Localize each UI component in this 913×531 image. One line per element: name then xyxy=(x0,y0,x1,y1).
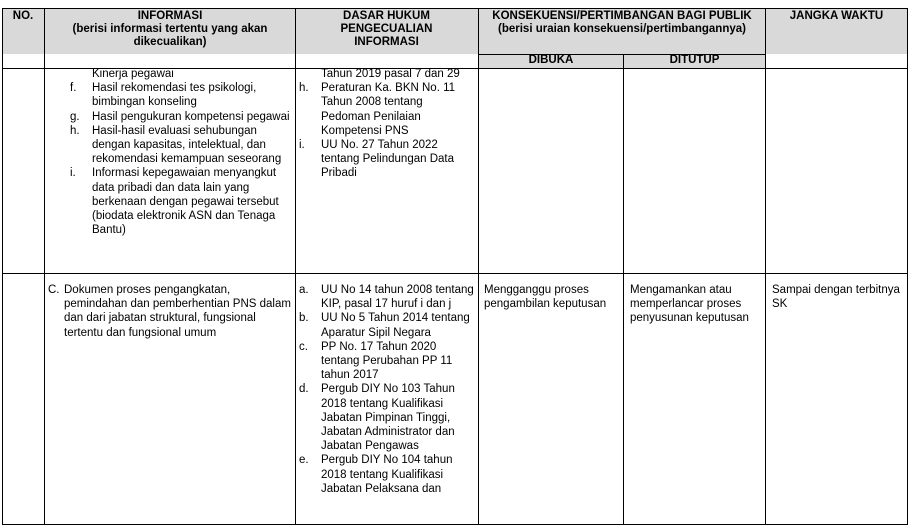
col-border-6 xyxy=(907,8,908,525)
row-divider xyxy=(2,273,908,274)
row1-dasar-item-h: h. Peraturan Ka. BKN No. 11 Tahun 2008 tentang Pedoman Penilaian Kompetensi PNS xyxy=(299,82,456,137)
col-border-2 xyxy=(295,8,296,525)
row1-dasar-item-i: i. UU No. 27 Tahun 2022 tentang Pelindungan Data Pribadi xyxy=(299,139,454,180)
row2-dasar-item-a: a. UU No 14 tahun 2008 tentang KIP, pasal 17 huruf i dan j xyxy=(299,284,474,311)
row2-ditutup: Mengamankan atau memperlancar proses penyusunan keputusan xyxy=(630,284,749,325)
header-informasi-title: INFORMASI xyxy=(137,10,203,22)
row2-dasar-item-e: e. Pergub DIY No 104 tahun 2018 tentang Kualifikasi Jabatan Pelaksana dan xyxy=(299,454,453,495)
header-ditutup: DITUTUP xyxy=(669,54,720,66)
row1-info-item-i: i. Informasi kepegawaian menyangkut data pribadi dan data lain yang berkenaan dengan pegawai tersebut (biodata elektronik ASN dan Tenaga Bantu) xyxy=(70,167,279,237)
header-konsekuensi-sub: (berisi uraian konsekuensi/pertimbangannya) xyxy=(498,23,746,35)
header-dasar-hukum: DASAR HUKUM PENGECUALIAN INFORMASI xyxy=(340,10,433,48)
row2-jangka-waktu: Sampai dengan terbitnya SK xyxy=(772,284,900,311)
col-border-0 xyxy=(2,8,3,525)
header-konsekuensi-title: KONSEKUENSI/PERTIMBANGAN BAGI PUBLIK xyxy=(492,10,752,22)
col-border-5 xyxy=(765,8,766,525)
row2-dasar-item-d: d. Pergub DIY No 103 Tahun 2018 tentang Kualifikasi Jabatan Pimpinan Tinggi, Jabatan Administrator dan Jabatan Pengawas xyxy=(299,383,455,453)
row1-info-item-f: f. Hasil rekomendasi tes psikologi, bimbingan konseling xyxy=(70,82,257,109)
row2-dasar-item-b: b. UU No 5 Tahun 2014 tentang Aparatur Sipil Negara xyxy=(299,312,470,339)
row2-informasi xyxy=(48,283,293,340)
row1-info-item-g: g. Hasil pengukuran kompetensi pegawai xyxy=(70,110,290,123)
header-dibuka: DIBUKA xyxy=(528,54,574,66)
table-bottom-border xyxy=(2,524,908,525)
row2-dasar-item-c: c. PP No. 17 Tahun 2020 tentang Perubahan PP 11 tahun 2017 xyxy=(299,340,453,382)
row1-dasar-item-cont: Tahun 2019 pasal 7 dan 29 xyxy=(321,68,460,80)
header-jangka-waktu: JANGKA WAKTU xyxy=(789,10,884,22)
header-informasi-sub: (berisi informasi tertentu yang akan dikecualikan) xyxy=(72,23,268,48)
header-konsekuensi xyxy=(480,10,764,36)
row1-informasi xyxy=(70,67,292,237)
row2-dasar-hukum xyxy=(299,283,475,496)
row2-info-item-c: C. Dokumen proses pengangkatan, pemindahan dan pemberhentian PNS dalam dan dari jabatan struktural, fungsional tertentu dan fungsional umum xyxy=(48,284,291,339)
col-border-3 xyxy=(478,8,479,525)
col-border-4 xyxy=(623,54,624,525)
row1-info-item-cont: Kinerja pegawai xyxy=(92,68,174,80)
row1-dasar-hukum xyxy=(299,67,475,181)
header-informasi xyxy=(45,10,295,49)
row1-info-item-h: h. Hasil-hasil evaluasi sehubungan dengan kapasitas, intelektual, dan rekomendasi kemampuan seseorang xyxy=(70,124,282,166)
header-no: NO. xyxy=(12,10,34,22)
col-border-1 xyxy=(44,8,45,525)
table-top-border xyxy=(2,8,908,9)
row2-dibuka: Mengganggu proses pengambilan keputusan xyxy=(484,284,607,311)
